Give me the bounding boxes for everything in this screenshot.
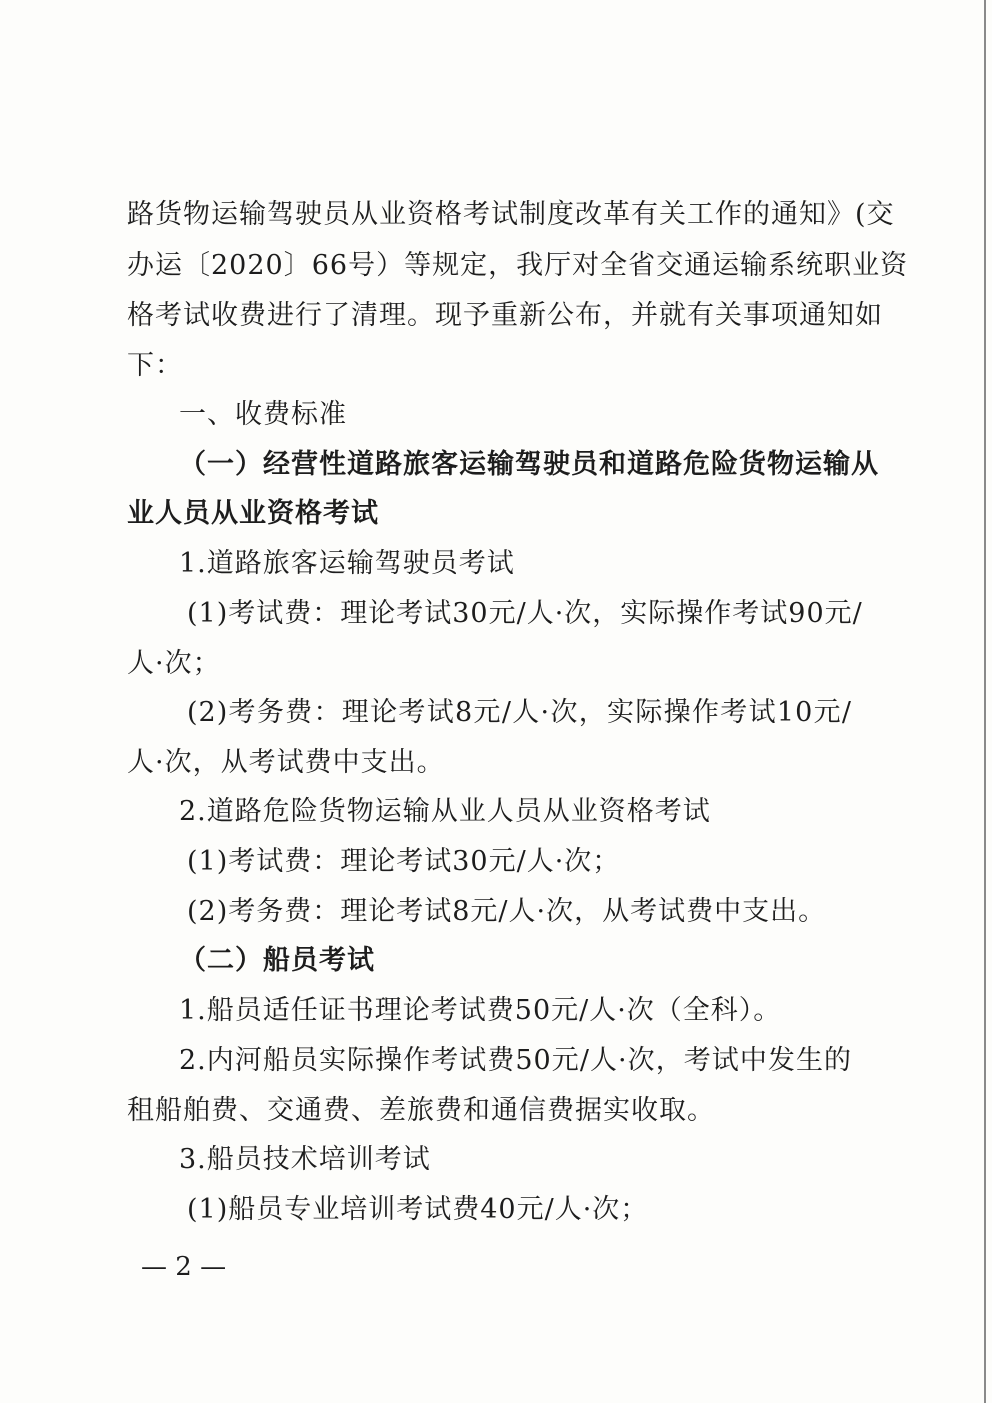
item-dangerous-goods-affairs-fee: (2)考务费：理论考试8元/人·次，从考试费中支出。 (187, 896, 827, 927)
item-road-passenger-affairs-fee-2: 人·次，从考试费中支出。 (127, 747, 445, 778)
paragraph-line-2: 办运〔2020〕66号）等规定，我厅对全省交通运输系统职业资 (127, 250, 909, 281)
subsection-heading-road-1: （一）经营性道路旅客运输驾驶员和道路危险货物运输从 (179, 449, 879, 480)
section-heading-fee-standard: 一、收费标准 (179, 399, 347, 430)
item-seafarer-training-fee: (1)船员专业培训考试费40元/人·次； (187, 1194, 649, 1225)
item-road-passenger-affairs-fee-1: (2)考务费：理论考试8元/人·次，实际操作考试10元/ (187, 697, 852, 728)
item-road-passenger-exam-fee-1: (1)考试费：理论考试30元/人·次，实际操作考试90元/ (187, 598, 863, 629)
item-dangerous-goods: 2.道路危险货物运输从业人员从业资格考试 (179, 796, 711, 827)
item-road-passenger: 1.道路旅客运输驾驶员考试 (179, 548, 515, 579)
paragraph-line-4: 下： (127, 350, 183, 381)
item-road-passenger-exam-fee-2: 人·次； (127, 648, 221, 679)
subsection-heading-road-2: 业人员从业资格考试 (127, 498, 379, 529)
paragraph-line-1: 路货物运输驾驶员从业资格考试制度改革有关工作的通知》(交 (127, 199, 895, 230)
item-dangerous-goods-exam-fee: (1)考试费：理论考试30元/人·次； (187, 846, 621, 877)
item-inland-practical-2: 租船舶费、交通费、差旅费和通信费据实收取。 (127, 1095, 715, 1126)
item-inland-practical-1: 2.内河船员实际操作考试费50元/人·次，考试中发生的 (179, 1045, 852, 1076)
paragraph-line-3: 格考试收费进行了清理。现予重新公布，并就有关事项通知如 (127, 300, 883, 331)
item-seafarer-certificate: 1.船员适任证书理论考试费50元/人·次（全科）。 (179, 995, 782, 1026)
subsection-heading-seafarer: （二）船员考试 (179, 945, 375, 976)
item-seafarer-training: 3.船员技术培训考试 (179, 1144, 431, 1175)
page-number: — 2 — (141, 1252, 227, 1282)
scan-border (984, 0, 986, 1403)
